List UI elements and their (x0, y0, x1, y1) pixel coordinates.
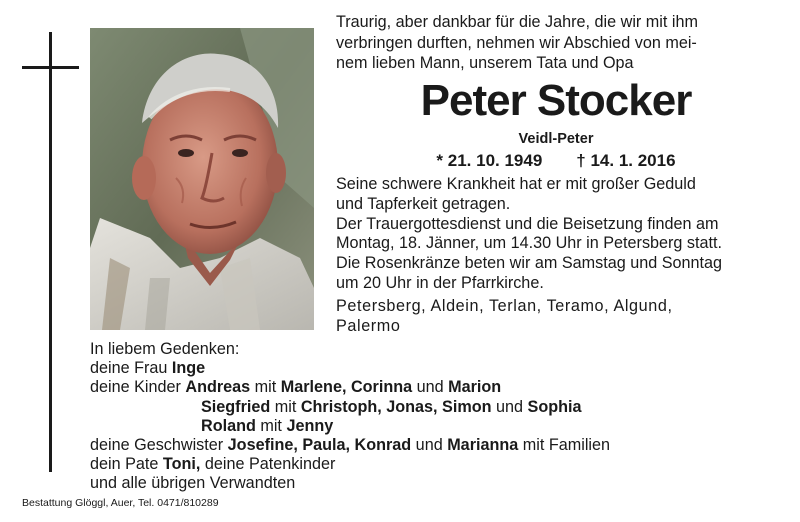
mourner-others: und alle übrigen Verwandten (90, 474, 296, 493)
funeral-notice-text (336, 175, 786, 294)
mourners-heading: In liebem Gedenken: (90, 340, 240, 358)
mourner-child-line (90, 417, 770, 436)
notice-line: Montag, 18. Jänner, um 14.30 Uhr in Petersberg statt. (336, 234, 723, 253)
sibling-names: Marianna (447, 436, 519, 455)
notice-line: Seine schwere Krankheit hat er mit großer Geduld (336, 175, 696, 193)
mourner-wife (90, 359, 770, 378)
family-names: Marion (448, 378, 502, 397)
family-names: Jenny (286, 416, 334, 435)
connector: mit (250, 378, 281, 397)
wife-prefix: deine Frau (90, 359, 172, 378)
children-prefix: deine Kinder (90, 378, 186, 397)
child-name: Andreas (185, 378, 251, 397)
portrait-image (90, 28, 314, 330)
intro-text (336, 12, 776, 74)
family-names: Christoph, Jonas, Simon (300, 397, 492, 416)
mourner-child-line (90, 398, 770, 417)
places-line: Petersberg, Aldein, Terlan, Teramo, Algund, (336, 297, 673, 315)
connector: mit (270, 397, 301, 416)
sibling-names: Josefine, Paula, Konrad (227, 436, 412, 455)
godchildren-suffix: deine Patenkinder (200, 455, 336, 474)
cross-vertical-beam (49, 32, 52, 472)
connector: und (412, 378, 449, 397)
notice-line: und Tapferkeit getragen. (336, 194, 511, 213)
child-name: Roland (201, 416, 256, 435)
wife-name: Inge (171, 359, 206, 378)
mourner-siblings (90, 436, 770, 455)
death-date: † 14. 1. 2016 (576, 151, 676, 170)
intro-line: verbringen durften, nehmen wir Abschied von mei- (336, 33, 697, 52)
mourners-list (90, 340, 770, 494)
siblings-suffix: mit Familien (518, 436, 611, 455)
funeral-home-footer: Bestattung Glöggl, Auer, Tel. 0471/810289 (22, 497, 219, 509)
godfather-name: Toni, (162, 455, 201, 474)
child-name: Siegfried (201, 397, 271, 416)
connector: und (411, 436, 448, 455)
portrait-photo (90, 28, 314, 330)
family-names: Sophia (527, 397, 582, 416)
connector: und (491, 397, 528, 416)
mourner-godchildren (90, 455, 770, 474)
connector: mit (255, 416, 287, 435)
godfather-prefix: dein Pate (90, 455, 163, 474)
life-dates (336, 151, 776, 171)
places-list (336, 297, 786, 337)
notice-line: Der Trauergottesdienst und die Beisetzung finden am (336, 214, 719, 233)
family-names: Marlene, Corinna (280, 378, 413, 397)
intro-line: Traurig, aber dankbar für die Jahre, die wir mit ihm (336, 13, 698, 31)
birth-date: * 21. 10. 1949 (436, 151, 543, 170)
siblings-prefix: deine Geschwister (90, 436, 228, 455)
notice-line: um 20 Uhr in der Pfarrkirche. (336, 273, 544, 292)
cross-horizontal-beam (22, 66, 79, 69)
deceased-name: Peter Stocker (420, 76, 692, 125)
notice-line: Die Rosenkränze beten wir am Samstag und Sonntag (336, 254, 723, 273)
places-line: Palermo (336, 316, 401, 335)
deceased-nickname: Veidl-Peter (518, 131, 594, 147)
intro-line: nem lieben Mann, unserem Tata und Opa (336, 54, 634, 72)
mourner-children (90, 378, 770, 397)
